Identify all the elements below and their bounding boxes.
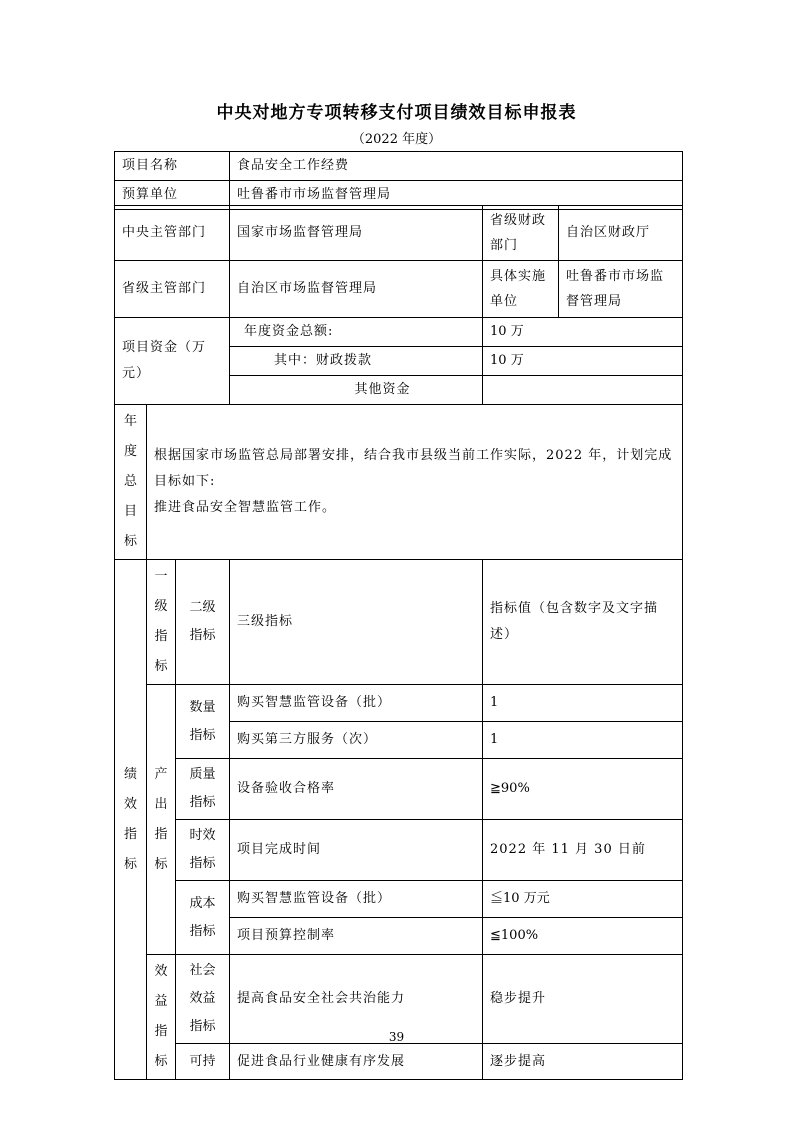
header-level1	[147, 560, 176, 685]
l3-row-3: 设备验收合格率	[230, 759, 483, 820]
annual-goal-label-text: 年度总目标	[123, 414, 137, 549]
value-row-5: ≦10 万元	[483, 881, 683, 918]
performance-indicator-label	[115, 560, 147, 1080]
implementing-unit-label: 具体实施单位	[483, 261, 559, 318]
l2-quality	[176, 759, 230, 820]
header-level2-text: 二级指标	[189, 600, 216, 643]
value-row-6: ≦100%	[483, 918, 683, 955]
performance-detail-table	[114, 205, 683, 1080]
annual-goal-text	[147, 405, 683, 560]
header-level2	[176, 560, 230, 685]
project-name-value: 食品安全工作经费	[230, 152, 683, 181]
central-dept-label: 中央主管部门	[115, 206, 230, 261]
header-level3: 三级指标	[230, 560, 483, 685]
project-funds-label: 项目资金（万元）	[115, 318, 230, 405]
page-number: 39	[388, 1030, 405, 1044]
l2-timeliness	[176, 820, 230, 881]
page-title: 中央对地方专项转移支付项目绩效目标申报表	[216, 103, 577, 123]
value-row-2: 1	[483, 722, 683, 759]
value-row-7: 稳步提升	[483, 955, 683, 1044]
project-name-label: 项目名称	[115, 152, 230, 181]
performance-indicator-label-text: 绩效指标	[123, 766, 137, 872]
l3-row-7: 提高食品安全社会共治能力	[230, 955, 483, 1044]
benefit-indicator-label	[147, 955, 176, 1080]
l2-quality-text: 质量指标	[189, 767, 216, 810]
l3-row-4: 项目完成时间	[230, 820, 483, 881]
provincial-finance-label: 省级财政部门	[483, 206, 559, 261]
benefit-indicator-label-text: 效益指标	[154, 964, 168, 1069]
output-indicator-label	[147, 685, 176, 955]
header-value: 指标值（包含数字及文字描述）	[483, 560, 683, 685]
implementing-unit-value: 吐鲁番市市场监督管理局	[559, 261, 683, 318]
l3-row-5: 购买智慧监管设备（批）	[230, 881, 483, 918]
l2-cost-text: 成本指标	[189, 895, 216, 939]
value-row-8: 逐步提高	[483, 1044, 683, 1080]
value-row-4: 2022 年 11 月 30 日前	[483, 820, 683, 881]
l2-timeliness-text: 时效指标	[189, 828, 216, 871]
annual-goal-paragraph: 根据国家市场监管总局部署安排，结合我市县级当前工作实际，2022 年，计划完成目标如下:	[154, 448, 673, 489]
l2-sustainable: 可持	[176, 1044, 230, 1080]
budget-unit-value: 吐鲁番市市场监督管理局	[230, 181, 683, 210]
fiscal-allocation-label: 其中：财政拨款	[230, 347, 483, 376]
l3-row-6: 项目预算控制率	[230, 918, 483, 955]
l3-row-2: 购买第三方服务（次）	[230, 722, 483, 759]
l2-social-benefit-text: 社会效益指标	[189, 963, 216, 1034]
central-dept-value: 国家市场监督管理局	[230, 206, 483, 261]
l2-quantity-text: 数量指标	[189, 699, 216, 743]
page-subtitle: （2022 年度）	[351, 132, 442, 147]
value-row-1: 1	[483, 685, 683, 722]
annual-total-label: 年度资金总额:	[230, 318, 483, 347]
annual-goal-label	[115, 405, 147, 560]
province-dept-value: 自治区市场监督管理局	[230, 261, 483, 318]
provincial-finance-value: 自治区财政厅	[559, 206, 683, 261]
l3-row-8: 促进食品行业健康有序发展	[230, 1044, 483, 1080]
province-dept-label: 省级主管部门	[115, 261, 230, 318]
other-funds-label: 其他资金	[230, 376, 483, 405]
fiscal-allocation-value: 10 万	[483, 347, 683, 376]
performance-goal-table	[114, 151, 683, 210]
l3-row-1: 购买智慧监管设备（批）	[230, 685, 483, 722]
output-indicator-label-text: 产出指标	[154, 766, 168, 872]
other-funds-value	[483, 376, 683, 405]
l2-cost	[176, 881, 230, 955]
l2-quantity	[176, 685, 230, 759]
header-level1-text: 一级指标	[154, 569, 168, 674]
annual-total-value: 10 万	[483, 318, 683, 347]
annual-goal-item: 推进食品安全智慧监管工作。	[154, 500, 337, 515]
budget-unit-label: 预算单位	[115, 181, 230, 210]
value-row-3: ≧90%	[483, 759, 683, 820]
